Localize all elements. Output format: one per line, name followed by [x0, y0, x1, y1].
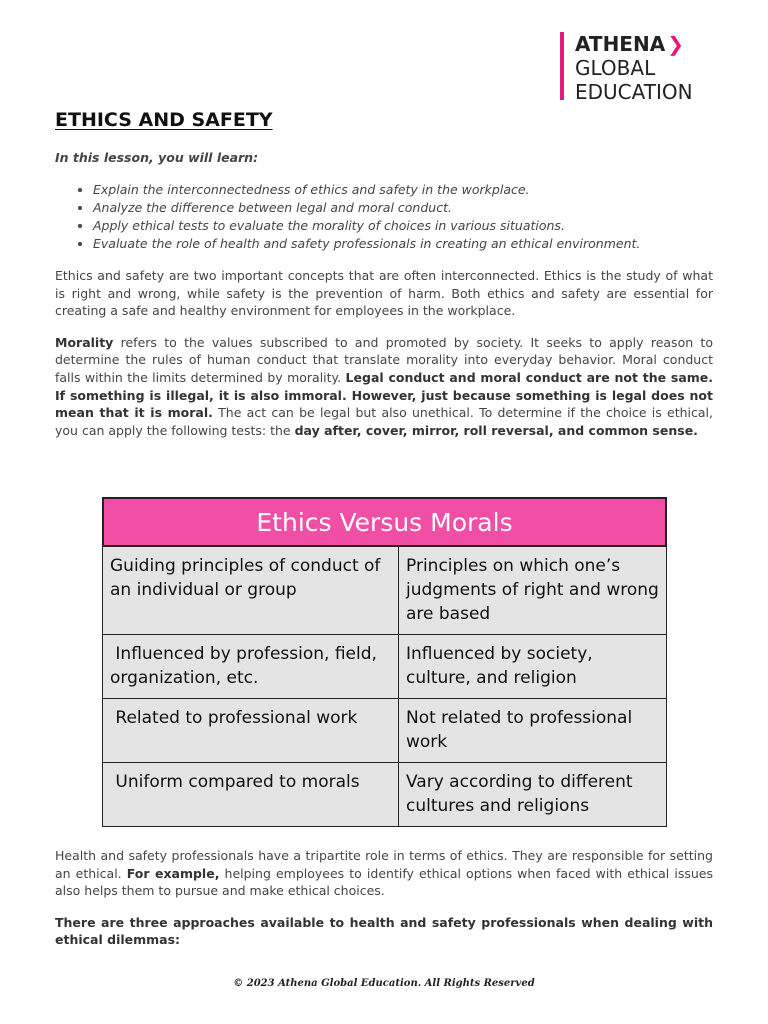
table-row [103, 699, 667, 763]
role-text-2: helping employees to identify ethical options when faced with ethical issues also helps them to pursue and make ethical choices. [55, 865, 713, 899]
morality-text-2: The act can be legal but also unethical. To determine if the choice is ethical, you can apply the following tests: the [55, 405, 713, 438]
logo-line-1 [575, 32, 693, 56]
approaches-statement: There are three approaches available to health and safety professionals when dealing with ethical dilemmas: [55, 914, 713, 948]
chevron-right-icon: ❯ [667, 32, 684, 56]
ethics-cell: Guiding principles of conduct of an individual or group [103, 547, 399, 635]
paragraph-tripartite-role [55, 847, 713, 900]
ethics-cell: Uniform compared to morals [103, 763, 399, 827]
objective-item: • Analyze the difference between legal and moral conduct. [93, 199, 713, 217]
paragraph-approaches [55, 914, 713, 949]
table-row [103, 635, 667, 699]
logo-athena-text: ATHENA [575, 32, 666, 56]
lesson-intro: In this lesson, you will learn: [55, 150, 259, 165]
role-text-1: Health and safety professionals have a tripartite role in terms of ethics. They are responsible for setting an ethical. [55, 848, 713, 881]
table-row [103, 763, 667, 827]
for-example-label: For example, [126, 865, 220, 881]
morality-text-1: refers to the values subscribed to and promoted by society. It seeks to apply reason to determine the rules of human conduct that translate morality into everyday behavior. Moral conduct falls within the limits determined by morality. [55, 334, 713, 385]
morals-cell: Influenced by society, culture, and religion [399, 635, 667, 699]
ethics-cell: Related to professional work [103, 699, 399, 763]
page-title: ETHICS AND SAFETY [55, 109, 273, 131]
objective-item: • Evaluate the role of health and safety professionals in creating an ethical environment. [93, 235, 713, 253]
logo-accent-bar [560, 32, 564, 100]
morals-cell: Principles on which one’s judgments of right and wrong are based [399, 547, 667, 635]
morality-term: Morality [55, 334, 114, 350]
after-table-content [55, 847, 713, 949]
paragraph-ethics-safety: Ethics and safety are two important concepts that are often interconnected. Ethics is the study of what is right and wrong, while safety is the prevention of harm. Both ethics and safety are essential for creating a safe and healthy environment for employees in the workplace. [55, 268, 713, 319]
logo-line-3: EDUCATION [575, 80, 693, 104]
morals-cell: Vary according to different cultures and religions [399, 763, 667, 827]
paragraph-morality [55, 334, 713, 440]
comparison-table [102, 546, 667, 827]
objective-item: • Apply ethical tests to evaluate the morality of choices in various situations. [93, 217, 713, 235]
morals-cell: Not related to professional work [399, 699, 667, 763]
table-row [103, 547, 667, 635]
logo-wordmark [575, 32, 693, 104]
objective-item: • Explain the interconnectedness of ethics and safety in the workplace. [93, 181, 713, 199]
objectives-list [55, 181, 713, 253]
ethics-vs-morals-table [102, 497, 667, 827]
lesson-content [55, 107, 713, 439]
logo-line-2: GLOBAL [575, 56, 656, 80]
ethics-cell: Influenced by profession, field, organization, etc. [103, 635, 399, 699]
table-title: Ethics Versus Morals [102, 497, 667, 546]
ethical-tests-list: day after, cover, mirror, roll reversal, and common sense. [294, 422, 698, 438]
legal-vs-moral-statement: Legal conduct and moral conduct are not the same. If something is illegal, it is also immoral. However, just because something is legal does not mean that it is moral. [55, 369, 713, 421]
copyright-footer: © 2023 Athena Global Education. All Rights Reserved [233, 978, 535, 989]
